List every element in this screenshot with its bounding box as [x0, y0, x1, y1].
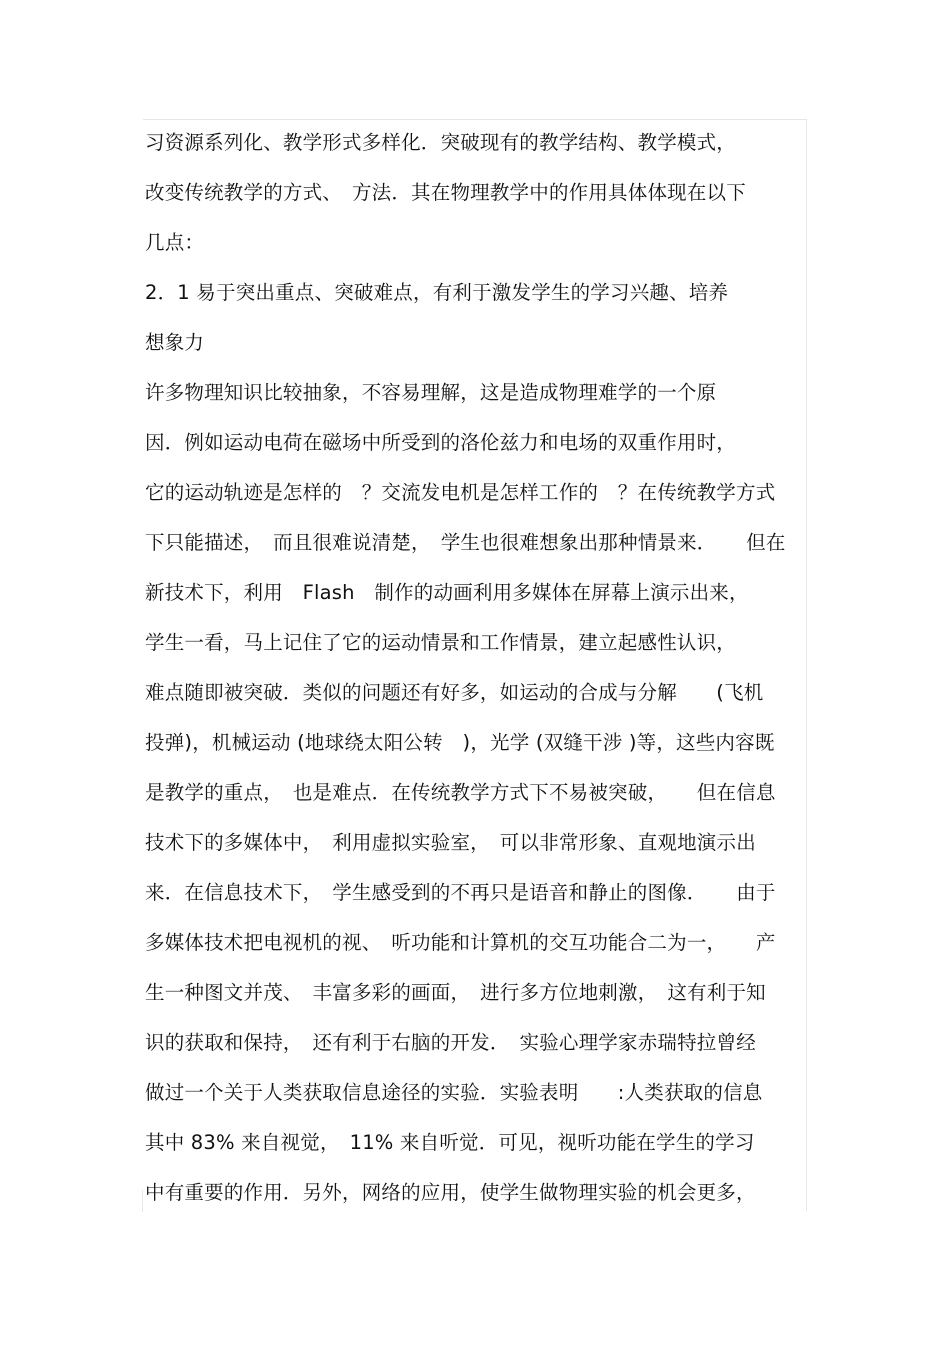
text-line: 多媒体技术把电视机的视、 听功能和计算机的交互功能合二为一， 产: [145, 931, 776, 954]
text-line: 生一种图文并茂、 丰富多彩的画面， 进行多方位地刺激， 这有利于知: [145, 981, 766, 1004]
section-heading-line: 2．1 易于突出重点、突破难点，有利于激发学生的学习兴趣、培养: [145, 281, 729, 304]
text-line: 几点：: [145, 231, 205, 254]
text-line: 改变传统教学的方式、 方法．其在物理教学中的作用具体体现在以下: [145, 181, 746, 204]
page-border-left: [142, 1190, 143, 1212]
text-line: 技术下的多媒体中， 利用虚拟实验室， 可以非常形象、直观地演示出: [145, 831, 756, 854]
text-line: 许多物理知识比较抽象，不容易理解，这是造成物理难学的一个原: [145, 381, 717, 404]
text-line: 投弹)，机械运动 (地球绕太阳公转 )，光学 (双缝干涉 )等，这些内容既: [145, 731, 775, 754]
text-line: 是教学的重点， 也是难点．在传统教学方式下不易被突破， 但在信息: [145, 781, 776, 804]
text-line: 学生一看，马上记住了它的运动情景和工作情景，建立起感性认识，: [145, 631, 737, 654]
text-line: 习资源系列化、教学形式多样化．突破现有的教学结构、教学模式，: [145, 131, 737, 154]
text-line: 做过一个关于人类获取信息途径的实验．实验表明 :人类获取的信息: [145, 1081, 763, 1104]
text-line: 其中 83% 来自视觉， 11% 来自听觉．可见，视听功能在学生的学习: [145, 1131, 755, 1154]
text-line: 下只能描述， 而且很难说清楚， 学生也很难想象出那种情景来． 但在: [145, 531, 786, 554]
page-border-right: [806, 119, 807, 1211]
text-line: 识的获取和保持， 还有利于右脑的开发． 实验心理学家赤瑞特拉曾经: [145, 1031, 756, 1054]
text-line: 因．例如运动电荷在磁场中所受到的洛伦兹力和电场的双重作用时，: [145, 431, 737, 454]
text-line: 难点随即被突破．类似的问题还有好多，如运动的合成与分解 (飞机: [145, 681, 764, 704]
text-line: 它的运动轨迹是怎样的 ？交流发电机是怎样工作的 ？在传统教学方式: [145, 481, 776, 504]
text-line: 来．在信息技术下， 学生感受到的不再只是语音和静止的图像． 由于: [145, 881, 776, 904]
text-line: 中有重要的作用．另外，网络的应用，使学生做物理实验的机会更多，: [145, 1181, 756, 1204]
text-line: 新技术下，利用 Flash 制作的动画利用多媒体在屏幕上演示出来，: [145, 581, 749, 604]
document-body: [145, 120, 805, 1220]
section-heading-line: 想象力: [145, 331, 205, 354]
